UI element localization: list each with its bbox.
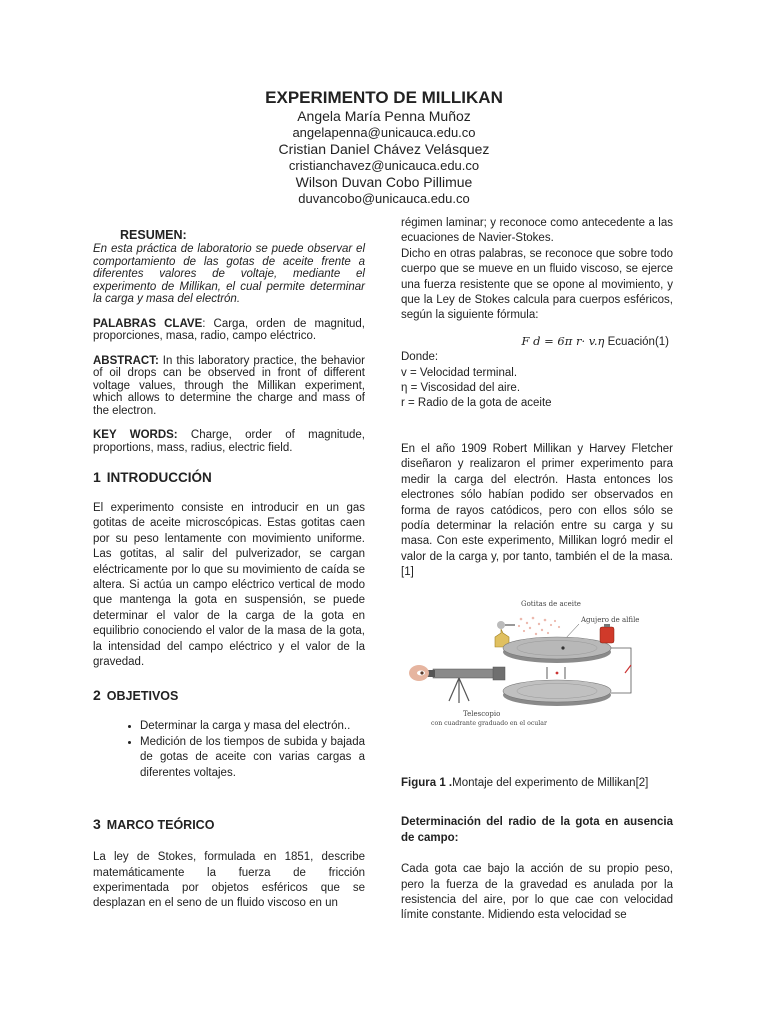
subsection-heading: Determinación del radio de la gota en ausencia de campo: <box>401 816 673 844</box>
eye-icon <box>409 665 429 681</box>
palabras-clave <box>93 318 365 343</box>
label-scale: con cuadrante graduado en el ocular <box>431 719 547 727</box>
author-name: Angela María Penna Muñoz <box>297 108 471 124</box>
section-title: INTRODUCCIÓN <box>106 470 212 485</box>
objectives-list <box>93 719 365 781</box>
stokes-text: Dicho en otras palabras, se reconoce que sobre todo cuerpo que se mueve en un fluido viscoso, se ejerce una fuerza resistente que se opone al movimiento, y que la Ley de Stokes calcula para cuerpos esféricos, según la siguiente fórmula: <box>401 247 673 322</box>
radius-text: Cada gota cae bajo la acción de su propio peso, pero la fuerza de la gravedad es anulada por la resistencia del aire, por lo que cae con velocidad límite constante. Midiendo esta velocidad se <box>401 863 673 922</box>
author-email: angelapenna@unicauca.edu.co <box>292 125 476 140</box>
intro-text: El experimento consiste en introducir en un gas gotitas de aceite microscópicas. Estas gotitas caen por su peso lentamente con movimiento uniforme. Las gotitas, al salir del pulverizador, se cargan eléctricamente por lo que su movimiento de caída se altera. Si actúa un campo eléctrico vertical de modo que mantenga la gota en suspensión, se puede determinar el valor de la carga de la gota en equilibrio conociendo el valor de la masa de la gota, la intensidad del campo eléctrico y el valor de la gravedad. <box>93 502 365 669</box>
author-name: Cristian Daniel Chávez Velásquez <box>278 141 490 157</box>
caption-label: Figura 1 . <box>401 776 453 789</box>
bottom-plate <box>503 680 611 706</box>
palabras-clave-text: : Carga, orden de magnitud, proporciones, masa, radio, campo eléctrico. <box>93 317 365 342</box>
section-number: 3 <box>93 816 101 833</box>
definition-item: η = Viscosidad del aire. <box>401 382 521 395</box>
marco-teorico-text: La ley de Stokes, formulada en 1851, describe matemáticamente la fuerza de fricción experimentada por objetos esféricos que se desplazan en el seno de un fluido viscoso en un <box>93 851 365 910</box>
resumen-text: En esta práctica de laboratorio se puede observar el comportamiento de las gotas de aceite frente a diferentes valores de voltaje, mediante el experimento de Millikan, el cual permite determinar la carga y masa del electrón. <box>93 243 365 305</box>
section-title: MARCO TEÓRICO <box>106 818 215 833</box>
left-column <box>93 228 365 912</box>
abstract <box>93 355 365 418</box>
key-words <box>93 429 365 454</box>
switch-icon <box>625 665 631 673</box>
oil-drops-spray <box>518 616 560 635</box>
label-telescope: Telescopio <box>463 709 501 718</box>
section-heading-2 <box>93 686 365 705</box>
abstract-label: ABSTRACT: <box>93 354 159 367</box>
force-arrows <box>547 667 565 679</box>
key-words-label: KEY WORDS: <box>93 429 178 441</box>
section-heading-1 <box>93 468 365 487</box>
paper-title: EXPERIMENTO DE MILLIKAN <box>265 88 503 107</box>
paper-header <box>0 88 768 207</box>
list-item: • Medición de los tiempos de subida y bajada de gotas de aceite con varias cargas a diferentes voltajes. <box>140 735 365 781</box>
author-email: cristianchavez@unicauca.edu.co <box>288 158 480 173</box>
continuation-text: régimen laminar; y reconoce como antecedente a las ecuaciones de Navier-Stokes. <box>401 217 673 245</box>
section-number: 2 <box>93 687 101 704</box>
section-number: 1 <box>93 469 101 485</box>
author-name: Wilson Duvan Cobo Pillimue <box>295 174 473 190</box>
label-drops: Gotitas de aceite <box>521 599 581 608</box>
palabras-clave-label: PALABRAS CLAVE <box>93 317 203 330</box>
equation <box>401 334 669 350</box>
list-item: • Determinar la carga y masa del electrón.. <box>140 719 365 734</box>
definition-item: r = Radio de la gota de aceite <box>401 397 552 410</box>
battery-icon <box>600 624 614 643</box>
telescope-icon <box>427 667 505 703</box>
definition-item: v = Velocidad terminal. <box>401 366 518 379</box>
abstract-text: In this laboratory practice, the behavior of oil drops can be observed in front of different voltage values, through the Millikan experiment, which allows to determine the charge and mass of the electron. <box>93 354 365 417</box>
section-heading-3 <box>93 815 365 834</box>
label-pinhole: Agujero de alfiler <box>581 615 639 624</box>
right-column <box>401 216 673 924</box>
author-email: duvancobo@unicauca.edu.co <box>298 191 470 206</box>
section-title: OBJETIVOS <box>106 689 179 704</box>
key-words-text: Charge, order of magnitude, proportions, mass, radius, electric field. <box>93 429 366 454</box>
equation-label: Ecuación(1) <box>604 335 669 348</box>
millikan-apparatus-figure <box>409 597 639 733</box>
donde-label: Donde: <box>401 351 439 364</box>
top-plate <box>503 637 611 663</box>
history-text: En el año 1909 Robert Millikan y Harvey Fletcher diseñaron y realizaron el primer experimento para medir la carga del electrón. Hasta entonces los electrones sólo habían podido ser observados en forma de rayos catódicos, pero con ellos sólo se podía determinar la relación entre su carga y su masa. Con este experimento, Millikan logró medir el valor de la carga y, por tanto, también el de la masa.[1] <box>401 442 673 579</box>
resumen-heading: RESUMEN: <box>120 228 187 242</box>
caption-text: Montaje del experimento de Millikan[2] <box>452 776 649 789</box>
equation-formula: F d = 6π r· v.η <box>521 333 605 348</box>
figure-caption <box>401 776 673 791</box>
